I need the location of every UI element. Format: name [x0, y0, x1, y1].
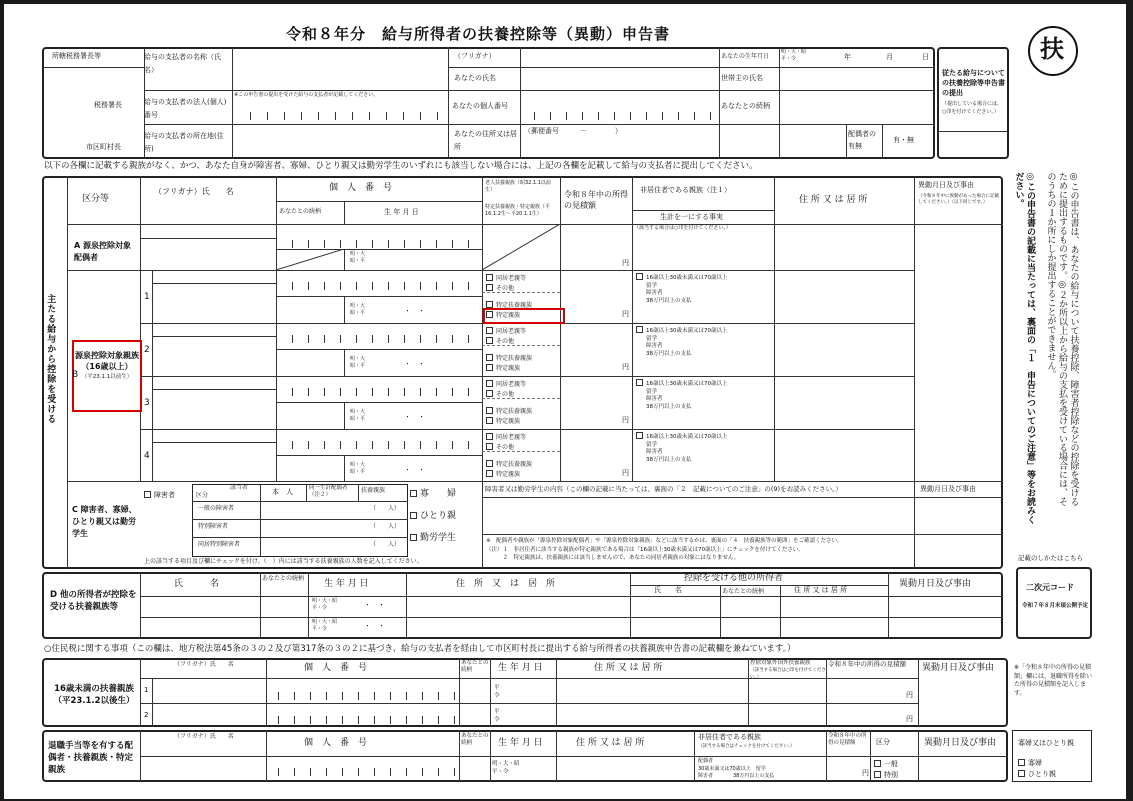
opt-other-checkbox[interactable] — [486, 443, 493, 450]
row-b-yen: 円 — [622, 416, 629, 424]
retire-special-option[interactable] — [874, 771, 898, 780]
right-bold-note: ◎この申告書の記載に当たっては、裏面の「１ 申告についてのご注意」等をお読みください。 — [1013, 172, 1035, 524]
u16-col-income: 令和８年中の所得の見積額 — [828, 660, 906, 668]
row-b-index: 4 — [144, 451, 150, 461]
furigana-label: （フリガナ） — [454, 52, 496, 60]
row-b-nonres[interactable] — [636, 326, 728, 358]
d-col-other: 控除を受ける他の所得者 — [684, 573, 784, 583]
opt-cohab-checkbox[interactable] — [486, 274, 493, 281]
col-specific: 特定扶養親族・特定親族（平16.1.2生～平20.1.1生） — [485, 204, 551, 217]
c-ppl-3[interactable]: （ 人） — [370, 541, 401, 548]
form-page — [4, 4, 1126, 799]
row-a-elderly-diag — [482, 224, 560, 270]
c-self: 本 人 — [272, 488, 293, 496]
d-col-relation: あなたとの続柄 — [262, 575, 305, 582]
opt-cohab-label: 同居老親等 — [496, 434, 527, 441]
resident-heading: ○住民税に関する事項（この欄は、地方税法第45条の３の２及び第317条の３の２に基づき、給与の支払者を経由して市区町村長に提出する給与所得者の扶養親族申告書の記載欄を兼ねています。） — [44, 644, 796, 654]
nr-age-label: 16歳以上30歳未満又は70歳以上 — [646, 434, 728, 440]
u16-col-relation: あなたとの続柄 — [461, 660, 489, 673]
opt-specific-rel-checkbox[interactable] — [486, 417, 493, 424]
birth-era[interactable]: 明・大・昭 平・令 — [781, 49, 807, 62]
row-c-prefix: C — [72, 505, 78, 514]
c-student-label: 勤労学生 — [420, 533, 457, 543]
opt-cohab-label: 同居老親等 — [496, 381, 527, 388]
row-b-era[interactable]: 明・大 昭・平 — [350, 409, 366, 422]
nr-age-label: 16歳以上30歳未満又は70歳以上 — [646, 328, 728, 334]
c-ppl-1[interactable]: （ 人） — [370, 505, 401, 512]
payer-number-input[interactable] — [236, 108, 446, 120]
row-a-diag — [276, 249, 344, 270]
c-student-option[interactable] — [410, 534, 456, 544]
payer-number-note: ※この申告書の提出を受けた給与の支払者が記載してください。 — [234, 92, 379, 98]
row-b-dots: ・ ・ — [404, 307, 425, 315]
your-name-label: あなたの氏名 — [454, 74, 496, 82]
col-nonres: 非居住者である親族（注１） — [640, 186, 731, 194]
c-applicant: 該当者 — [230, 484, 249, 491]
c-ppl-2[interactable]: （ 人） — [370, 523, 401, 530]
opt-cohab-checkbox[interactable] — [486, 380, 493, 387]
col-change-note: （令和８年中に異動があった場合に記載してください。）（以下同じです。） — [918, 194, 999, 205]
d-col-birth: 生 年 月 日 — [324, 579, 369, 589]
d-era-2[interactable]: 明・大・昭 平・令 — [312, 619, 338, 632]
nr-age-checkbox[interactable] — [636, 432, 643, 439]
opt-other-label: その他 — [496, 337, 515, 345]
c-general: 一般の障害者 — [198, 505, 235, 512]
col-nonres-note: （該当する場合は○印を付けてください。） — [634, 225, 731, 231]
retire-general-label: 一般 — [884, 760, 898, 768]
row-b-title: 源泉控除対象親族 — [75, 351, 139, 360]
u16-title: 16歳未満の扶養親族 — [54, 684, 134, 694]
householder-label: 世帯主の氏名 — [721, 74, 763, 82]
row-b-index: 1 — [144, 292, 150, 302]
row-a-label — [74, 240, 138, 264]
c-widow-label: 寡 婦 — [420, 489, 457, 499]
c-widow-option[interactable] — [410, 490, 456, 500]
day-label: 日 — [922, 53, 929, 61]
u16-era-1[interactable]: 平 令 — [494, 685, 500, 699]
c-student-checkbox[interactable] — [410, 534, 417, 541]
nr-payment-label: 38万円以上の支払 — [646, 350, 692, 357]
nr-disabled-label: 障害者 — [646, 449, 663, 455]
col-address: 住 所 又 は 居 所 — [799, 195, 868, 205]
your-number-input[interactable] — [524, 108, 717, 120]
c-single-option[interactable] — [410, 512, 456, 522]
row-b-nonres[interactable] — [636, 379, 728, 411]
form-badge-label: 扶 — [1040, 35, 1064, 63]
retire-nonres-options[interactable]: 配偶者 30歳未満又は70歳以上 留学 障害者 38万円以上の支払 — [698, 758, 775, 779]
col-elderly: 老人扶養親族（昭32.1.1以前生） — [485, 180, 551, 193]
d-col-change: 異動月日及び事由 — [899, 579, 972, 589]
u16-row-2: 2 — [144, 711, 149, 719]
row-c-text: 障害者、寡婦、ひとり親又は勤労学生 — [72, 505, 137, 538]
u16-row-1: 1 — [144, 686, 149, 694]
row-b-index: 2 — [144, 345, 150, 355]
qr-code-label: 二次元コード — [1026, 583, 1074, 592]
u16-col-name: （フリガナ）氏 名 — [174, 661, 234, 668]
opt-specific-rel-checkbox[interactable] — [486, 364, 493, 371]
retire-nonres-title: 非居住者である親族 — [698, 733, 761, 741]
d-col-address: 住 所 又 は 居 所 — [456, 579, 556, 589]
retire-col-relation: あなたとの続柄 — [461, 733, 489, 746]
c-content-label: 障害者又は勤労学生の内容（この欄の記載に当たっては、裏面の「２ 記載についてのご注意」の(9)をお読みください。） — [485, 485, 842, 493]
row-b-sub: （16歳以上） — [81, 362, 133, 371]
d-label — [50, 589, 140, 613]
u16-yen-2: 円 — [906, 715, 913, 723]
nr-study-label: 留学 — [646, 388, 658, 395]
opt-other-checkbox[interactable] — [486, 337, 493, 344]
widow-option-2[interactable] — [1018, 770, 1056, 779]
row-b-label — [74, 350, 140, 383]
c-special: 特別障害者 — [198, 523, 229, 530]
u16-yen-1: 円 — [906, 691, 913, 699]
retire-number[interactable] — [268, 764, 458, 776]
u16-note: （平23.1.2以後生） — [53, 696, 135, 706]
d-col-other-name: 氏 名 — [654, 586, 682, 594]
secondary-note: （提出している場合には、○印を付けてください。） — [942, 101, 1003, 115]
single-parent-checkbox[interactable] — [1018, 770, 1025, 777]
u16-label — [48, 683, 140, 707]
nr-payment-label: 38万円以上の支払 — [646, 403, 692, 410]
col-change: 異動月日及び事由 — [918, 181, 974, 189]
d-col-other-rel: あなたとの続柄 — [722, 588, 765, 595]
opt-cohab-checkbox[interactable] — [486, 327, 493, 334]
c-cohab: 同居特別障害者 — [198, 541, 241, 548]
opt-specific-dep-label: 特定扶養親族 — [496, 302, 533, 309]
c-single-label: ひとり親 — [420, 511, 457, 521]
u16-col-number: 個 人 番 号 — [304, 663, 368, 673]
c-single-checkbox[interactable] — [410, 512, 417, 519]
row-b-index: 3 — [144, 398, 150, 408]
row-b-note: （平23.1.1以前生） — [81, 374, 133, 380]
opt-specific-dep-checkbox[interactable] — [486, 460, 493, 467]
form-title: 令和８年分 給与所得者の扶養控除等（異動）申告書 — [286, 25, 671, 43]
opt-other-checkbox[interactable] — [486, 390, 493, 397]
payer-name-label: 給与の支払者の名称（氏名） — [144, 53, 221, 74]
nr-age-label: 16歳以上30歳未満又は70歳以上 — [646, 381, 728, 387]
widow-title: 寡婦又はひとり親 — [1018, 739, 1074, 747]
c-change-label: 異動月日及び事由 — [920, 485, 976, 493]
row-b-era[interactable]: 明・大 昭・平 — [350, 356, 366, 369]
d-dots-2: ・ ・ — [364, 622, 385, 630]
nr-age-checkbox[interactable] — [636, 379, 643, 386]
specific-relative-highlight — [483, 308, 565, 324]
retire-label: 退職手当等を有する配偶者・扶養親族・特定親族 — [48, 741, 134, 775]
u16-col-address: 住 所 又 は 居 所 — [594, 663, 663, 673]
opt-specific-dep-label: 特定扶養親族 — [496, 461, 533, 468]
retire-special-label: 特別 — [884, 771, 898, 779]
opt-cohab-label: 同居老親等 — [496, 328, 527, 335]
retire-special-checkbox[interactable] — [874, 771, 881, 778]
row-b-nonres[interactable] — [636, 273, 728, 305]
row-b-number-input[interactable] — [280, 278, 480, 290]
row-b-yen: 円 — [622, 310, 629, 318]
u16-col-change: 異動月日及び事由 — [922, 663, 995, 673]
c-footnote: 上の該当する項目及び欄にチェックを付け、（ ）内には該当する扶養親族の人数を記入してください。 — [144, 558, 423, 565]
row-a-yen: 円 — [622, 259, 629, 267]
u16-col-birth: 生 年 月 日 — [498, 663, 543, 673]
row-b-options[interactable] — [486, 433, 532, 479]
row-b-era[interactable]: 明・大 昭・平 — [350, 303, 366, 316]
main-notes: ※ 配偶者や親族が「源泉控除対象配偶者」や「源泉控除対象親族」などに該当するかは、裏面の「４ 扶養親族等の範囲」をご確認ください。 （注）１ 非居住者に該当する親族が特定親族である場合は「16歳以上30歳未満又は70歳以上」にチェックを付けてください。 ２ 特定親族は、扶養親族には該当しませんので、あなたの同居者親族の対象にはなりません。 — [486, 538, 843, 561]
u16-number-1[interactable] — [268, 688, 458, 700]
spouse-label: 配偶者の有無 — [848, 130, 876, 150]
row-b-era[interactable]: 明・大 昭・平 — [350, 462, 366, 475]
intro-text: 以下の各欄に記載する親族がなく、かつ、あなた自身が障害者、寡婦、ひとり親又は勤労学生のいずれにも該当しない場合には、上記の各欄を記載して給与の支払者に提出してください。 — [44, 161, 758, 171]
tax-office-suffix: 税務署長 — [94, 101, 122, 109]
retire-col-change: 異動月日及び事由 — [924, 738, 997, 748]
nr-disabled-label: 障害者 — [646, 343, 663, 349]
nr-payment-label: 38万円以上の支払 — [646, 456, 692, 463]
retire-col-income: 令和８年中の所得の見積額 — [828, 733, 867, 746]
u16-foreign-title: 控除対象外国外扶養親族 — [750, 660, 811, 666]
u16-side-note: ※「令和８年中の所得の見積額」欄には、退職所得を除いた所得の見積額を記入します。 — [1014, 664, 1093, 697]
col-kubun: 区分等 — [82, 194, 110, 204]
row-a-era[interactable]: 明・大 昭・平 — [350, 251, 366, 264]
u16-col-foreign — [750, 660, 826, 681]
col-relation: あなたとの続柄 — [279, 208, 322, 215]
u16-number-2[interactable] — [268, 712, 458, 724]
opt-specific-dep-label: 特定扶養親族 — [496, 408, 533, 415]
row-b-yen: 円 — [622, 363, 629, 371]
opt-other-checkbox[interactable] — [486, 284, 493, 291]
nr-disabled-label: 障害者 — [646, 396, 663, 402]
retire-nonres-note: （該当する場合はチェックを付けてください。） — [698, 744, 795, 749]
nr-study-label: 留学 — [646, 282, 658, 289]
u16-foreign-note: （該当する場合は○印を付けてください。） — [750, 668, 826, 680]
your-number-label: あなたの個人番号 — [452, 102, 508, 110]
retire-col-name: （フリガナ）氏 名 — [174, 733, 234, 740]
d-col-name: 氏 名 — [174, 579, 220, 589]
right-vertical-note: ◎この申告書は、あなたの給与について扶養控除、障害者控除などの控除を受けるために提出するものです。◎２か所以上から給与の支払を受けている場合には、そのうちの１か所にしか提出することができません。 — [1045, 172, 1079, 506]
row-b-prefix: B — [72, 370, 79, 380]
c-disabled-label: 障害者 — [154, 491, 175, 499]
widow-checkbox[interactable] — [1018, 759, 1025, 766]
payer-number-label: 給与の支払者の法人(個人)番号 — [144, 98, 227, 119]
secondary-title: 従たる給与についての扶養控除等申告書の提出 — [942, 69, 1005, 97]
retire-general-option[interactable] — [874, 760, 898, 769]
spouse-value[interactable]: 有・無 — [893, 136, 914, 144]
row-b-options[interactable] — [486, 380, 532, 426]
col-birth: 生 年 月 日 — [384, 208, 419, 216]
payer-address-label: 給与の支払者の所在地(住所) — [144, 132, 224, 153]
nr-age-checkbox[interactable] — [636, 326, 643, 333]
opt-cohab-label: 同居老親等 — [496, 275, 527, 282]
widow-option-1[interactable] — [1018, 759, 1042, 768]
opt-cohab-checkbox[interactable] — [486, 433, 493, 440]
d-prefix: D — [50, 590, 58, 600]
birth-label: あなたの生年月日 — [721, 53, 770, 60]
opt-specific-rel-label: 特定親族 — [496, 470, 521, 478]
c-kubun: 区分 — [196, 492, 209, 499]
tax-office-label: 所轄税務署長等 — [52, 52, 101, 60]
opt-other-label: その他 — [496, 443, 515, 451]
retire-col-kubun: 区分 — [876, 738, 890, 746]
retire-col-number: 個 人 番 号 — [304, 738, 368, 748]
opt-specific-rel-label: 特定親族 — [496, 417, 521, 425]
single-parent-label: ひとり親 — [1028, 770, 1056, 778]
retire-col-birth: 生 年 月 日 — [498, 738, 543, 748]
row-b-number-input[interactable] — [280, 384, 480, 396]
opt-other-label: その他 — [496, 390, 515, 398]
opt-specific-dep-checkbox[interactable] — [486, 354, 493, 361]
d-text: 他の所得者が控除を受ける扶養親族等 — [50, 590, 137, 612]
col-number: 個 人 番 号 — [329, 183, 393, 193]
row-c-label — [72, 504, 140, 540]
col-name: （フリガナ）氏 名 — [154, 187, 234, 196]
nr-payment-label: 38万円以上の支払 — [646, 297, 692, 304]
retire-yen: 円 — [862, 769, 869, 777]
main-side-label: 主たる給与から控除を受ける — [45, 294, 56, 424]
row-a-number-input[interactable] — [280, 236, 480, 248]
your-address-label: あなたの住所又は居所 — [454, 130, 517, 151]
row-a-prefix: A — [74, 241, 81, 250]
howto-link[interactable]: 記載のしかたはこちら — [1018, 554, 1083, 562]
opt-specific-dep-label: 特定扶養親族 — [496, 355, 533, 362]
retire-col-nonres — [698, 733, 824, 751]
city-suffix: 市区町村長 — [86, 143, 121, 151]
opt-specific-rel-label: 特定親族 — [496, 364, 521, 372]
row-b-number-input[interactable] — [280, 331, 480, 343]
qr-code-note: 令和７年８月末頃公開予定 — [1022, 603, 1089, 609]
retire-col-address: 住 所 又 は 居 所 — [576, 738, 645, 748]
row-b-number-input[interactable] — [280, 437, 480, 449]
col-nonres-sub: 生計を一にする事実 — [660, 213, 723, 221]
row-b-dots: ・ ・ — [404, 360, 425, 368]
d-dots-1: ・ ・ — [364, 601, 385, 609]
d-era-1[interactable]: 明・大・昭 平・令 — [312, 598, 338, 611]
c-disabled-checkbox[interactable] — [144, 491, 151, 498]
c-widow-checkbox[interactable] — [410, 490, 417, 497]
widow-label: 寡婦 — [1028, 759, 1042, 767]
col-income: 令和８年中の所得の見積額 — [564, 190, 628, 210]
c-disabled-option[interactable] — [144, 491, 175, 500]
row-b-nonres[interactable] — [636, 432, 728, 464]
row-a-text: 源泉控除対象配偶者 — [74, 241, 131, 262]
opt-specific-dep-checkbox[interactable] — [486, 407, 493, 414]
opt-other-label: その他 — [496, 284, 515, 292]
nr-age-label: 16歳以上30歳未満又は70歳以上 — [646, 275, 728, 281]
month-label: 月 — [886, 53, 893, 61]
row-b-options[interactable] — [486, 327, 532, 373]
nr-age-checkbox[interactable] — [636, 273, 643, 280]
row-b-dots: ・ ・ — [404, 413, 425, 421]
relation-label: あなたとの続柄 — [721, 102, 770, 110]
retire-era[interactable]: 明・大・昭 平・令 — [492, 761, 520, 775]
nr-disabled-label: 障害者 — [646, 290, 663, 296]
c-dep: 扶養親族 — [361, 487, 386, 494]
u16-era-2[interactable]: 平 令 — [494, 709, 500, 723]
row-b-yen: 円 — [622, 469, 629, 477]
c-spouse: 同一生計配偶者（注２） — [309, 485, 348, 498]
d-col-other-addr: 住 所 又 は 居 所 — [794, 586, 848, 594]
opt-specific-rel-checkbox[interactable] — [486, 470, 493, 477]
opt-specific-dep-checkbox[interactable] — [486, 301, 493, 308]
nr-study-label: 留学 — [646, 441, 658, 448]
nr-study-label: 留学 — [646, 335, 658, 342]
retire-general-checkbox[interactable] — [874, 760, 881, 767]
opt-specific-rel-label: 特定親族 — [496, 311, 521, 319]
row-b-dots: ・ ・ — [404, 466, 425, 474]
postal-code-field[interactable]: （郵便番号 － ） — [524, 127, 622, 135]
year-label: 年 — [844, 53, 851, 61]
form-badge — [1028, 26, 1078, 76]
